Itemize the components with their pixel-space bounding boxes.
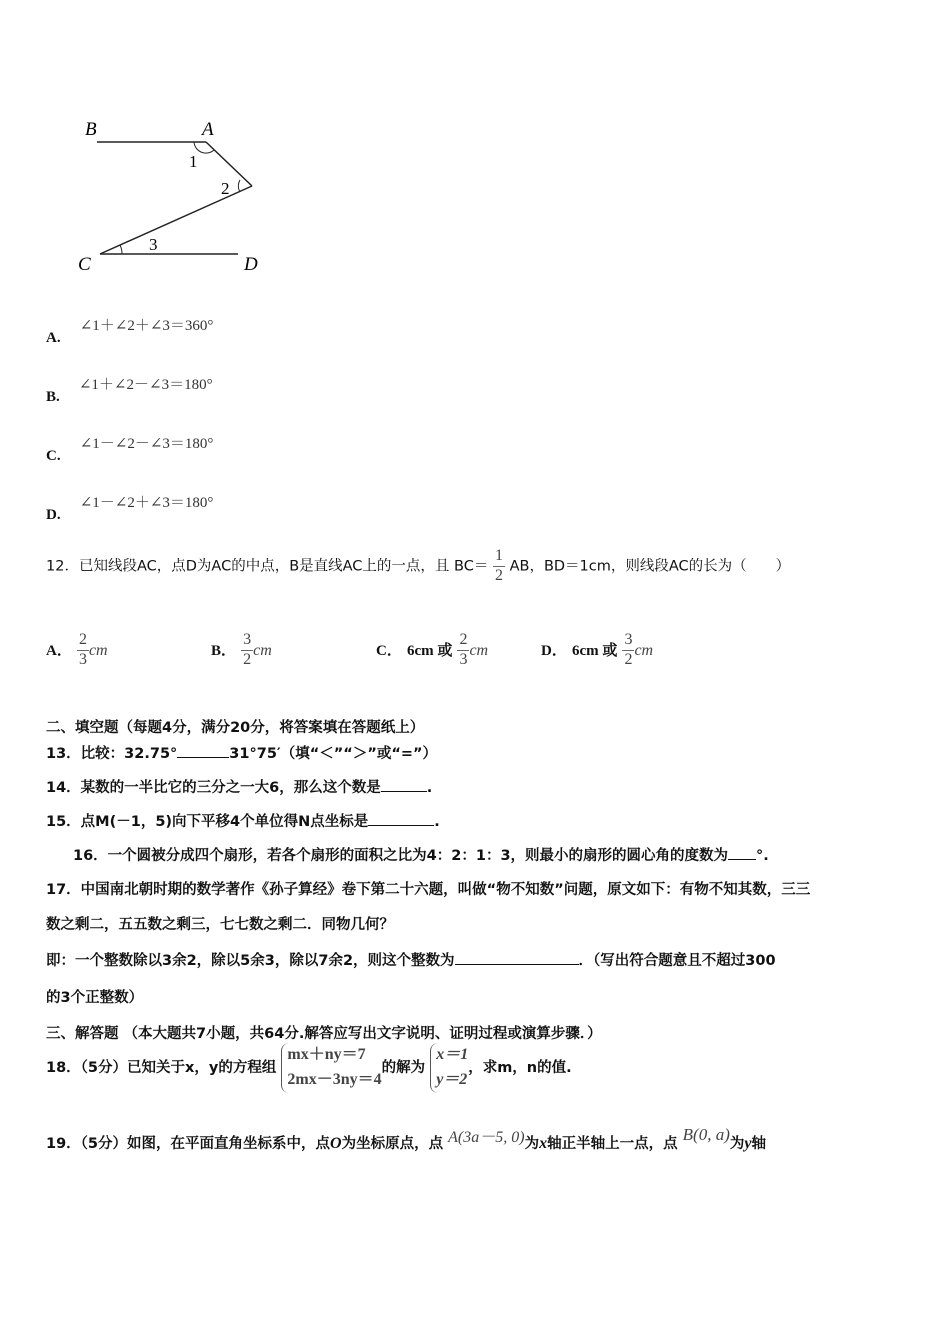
fraction-numerator: 2	[78, 631, 87, 648]
q19-text-e: 为	[729, 1136, 745, 1152]
q15	[46, 810, 440, 831]
q11-option-c	[46, 432, 214, 464]
axis-x: x	[539, 1135, 548, 1152]
equation-1: mx＋ny＝7	[287, 1046, 366, 1063]
option-expression: ∠1＋∠2＋∠3＝360°	[79, 318, 214, 334]
q14-text-a: 14．某数的一半比它的三分之一大6，那么这个数是	[46, 780, 381, 796]
option-label: D.	[46, 507, 61, 523]
q14	[46, 776, 432, 797]
option-label: B.	[46, 389, 60, 405]
q12-text-after: AB，BD＝1cm，则线段AC的长为（ ）	[509, 558, 791, 575]
q15-text-b: .	[434, 814, 440, 830]
q14-text-b: .	[426, 780, 433, 796]
label-a: A	[202, 119, 214, 140]
fraction	[241, 632, 253, 669]
q17-text-b: ．（写出符合题意且不超过300	[578, 953, 776, 969]
q19	[46, 1125, 766, 1153]
q11-option-d	[46, 491, 214, 523]
option-label: A．	[46, 642, 72, 659]
section2-heading: 二、填空题（每题4分，满分20分，将答案填在答题纸上）	[46, 720, 425, 736]
option-label: C．	[376, 642, 402, 659]
fraction-denominator: 3	[78, 650, 87, 668]
q16-text-b: °.	[756, 848, 769, 864]
q13-text-b: 31°75′（填“＜”“＞”或“=”）	[229, 746, 438, 762]
solution-system	[430, 1043, 468, 1093]
q19-text-a: 19．（5分）如图，在平面直角坐标系中，点	[46, 1136, 331, 1152]
answer-blank	[177, 745, 229, 758]
q12-option-c	[376, 632, 488, 669]
q12-option-d	[541, 632, 653, 669]
option-label: B．	[211, 642, 237, 659]
point-a-coords: A(3a－5, 0)	[448, 1129, 525, 1146]
section3-heading: 三、解答题 （本大题共7小题，共64分.解答应写出文字说明、证明过程或演算步骤．）	[46, 1026, 602, 1042]
unit: cm	[88, 641, 108, 659]
option-label: A.	[46, 330, 61, 346]
fraction	[457, 632, 469, 669]
option-label: C.	[46, 448, 61, 464]
equation-2: 2mx－3ny＝4	[287, 1070, 382, 1088]
q17-line-4: 的3个正整数）	[46, 990, 144, 1006]
point-b-coords: B(0, a)	[682, 1125, 730, 1144]
q17-line-2: 数之剩二，五五数之剩三，七七数之剩二．同物几何？	[46, 917, 394, 933]
equation-system	[281, 1043, 381, 1093]
fraction	[622, 632, 634, 669]
q13-text-a: 13．比较：32.75°	[46, 746, 178, 762]
angle-figure-svg	[70, 110, 280, 280]
angle-arc-3	[120, 245, 122, 254]
fraction	[77, 632, 89, 669]
solution-x: x＝1	[436, 1046, 469, 1063]
point-o: O	[330, 1135, 342, 1152]
q16	[73, 844, 769, 865]
q18-text-b: 的解为	[381, 1059, 426, 1076]
fraction-denominator: 3	[459, 650, 468, 668]
option-prefix: 6cm 或	[406, 642, 453, 659]
fraction-numerator: 1	[494, 547, 503, 564]
fraction-numerator: 2	[459, 631, 468, 648]
option-expression: ∠1＋∠2－∠3＝180°	[78, 377, 213, 393]
answer-blank	[455, 952, 579, 965]
option-expression: ∠1－∠2＋∠3＝180°	[79, 495, 214, 511]
option-expression: ∠1－∠2－∠3＝180°	[79, 436, 214, 452]
unit: cm	[634, 641, 654, 659]
fraction	[493, 548, 505, 585]
q19-text-d: 轴正半轴上一点，点	[547, 1136, 678, 1152]
geometry-figure	[70, 110, 280, 280]
q13	[46, 742, 437, 763]
q11-option-b	[46, 373, 213, 405]
answer-blank	[368, 813, 434, 826]
angle-arc-2	[238, 180, 240, 192]
q19-text-b: 为坐标原点，点	[341, 1136, 444, 1152]
label-b: B	[85, 119, 97, 140]
q19-text-c: 为	[524, 1136, 540, 1152]
q16-text-a: 16．一个圆被分成四个扇形，若各个扇形的面积之比为4：2：1：3，则最小的扇形的圆心角的度数为	[73, 848, 729, 864]
answer-blank	[728, 847, 756, 860]
fraction-denominator: 2	[243, 650, 252, 668]
q18-text-c: ，求m，n的值.	[468, 1059, 572, 1076]
option-prefix: 6cm 或	[571, 642, 618, 659]
q18-text-a: 18．（5分）已知关于x，y的方程组	[46, 1059, 277, 1076]
q19-text-f: 轴	[751, 1136, 766, 1152]
q12-text-before: 12．已知线段AC，点D为AC的中点，B是直线AC上的一点，且 BC＝	[46, 558, 489, 575]
q17-text-a: 即：一个整数除以3余2，除以5余3，除以7余2，则这个整数为	[46, 953, 455, 969]
q11-option-a	[46, 314, 214, 346]
unit: cm	[469, 641, 489, 659]
q18	[46, 1043, 572, 1093]
solution-y: y＝2	[436, 1070, 468, 1088]
fraction-denominator: 2	[494, 566, 503, 584]
label-angle-1: 1	[189, 152, 198, 171]
fraction-numerator: 3	[243, 631, 252, 648]
q12-option-a	[46, 632, 108, 669]
label-c: C	[78, 254, 91, 275]
unit: cm	[253, 641, 272, 659]
q17-line-1: 17．中国南北朝时期的数学著作《孙子算经》卷下第二十六题，叫做“物不知数”问题，原文如下：有物不知其数，三三	[46, 882, 811, 898]
fraction-numerator: 3	[624, 631, 633, 648]
q12-option-b	[211, 632, 272, 669]
q12-stem	[46, 548, 790, 585]
label-angle-3: 3	[149, 235, 158, 254]
q15-text-a: 15．点M(－1，5)向下平移4个单位得N点坐标是	[46, 814, 369, 830]
answer-blank	[381, 779, 427, 792]
option-label: D．	[541, 642, 567, 659]
axis-y: y	[744, 1135, 752, 1152]
label-angle-2: 2	[221, 179, 230, 198]
q17-line-3	[46, 949, 776, 970]
label-d: D	[244, 254, 258, 275]
fraction-denominator: 2	[624, 650, 633, 668]
